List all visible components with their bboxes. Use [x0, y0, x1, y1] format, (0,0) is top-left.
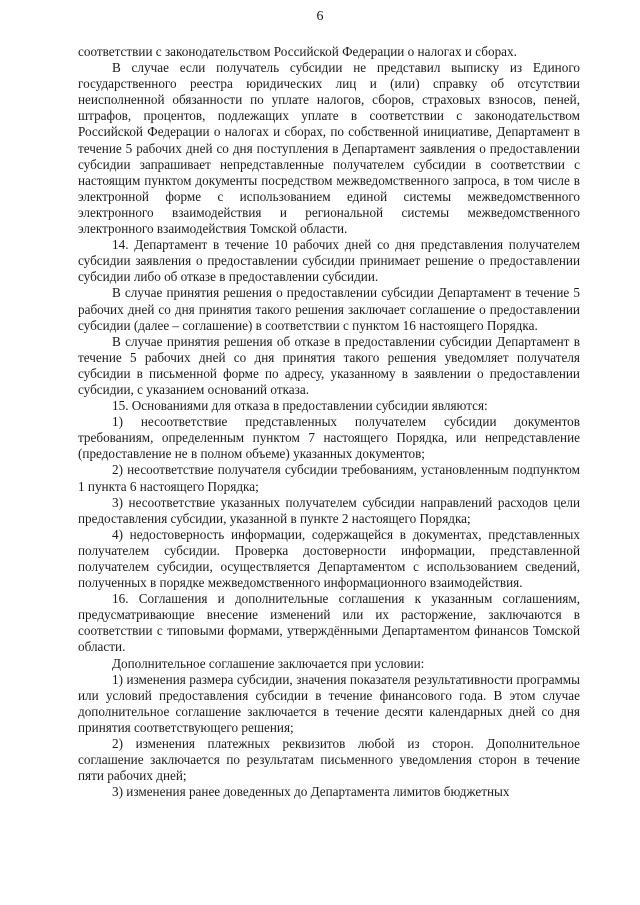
paragraph-interagency-request: В случае если получатель субсидии не представил выписку из Единого государственного реестра юридических лиц и (или) справку об отсутствии неисполненной обязанности по уплате налогов, сборов, страховых взносов, пеней, штрафов, процентов, подлежащих уплате в соответствии с законодательством Российской Федерации о налогах и сборах, по собственной инициативе, Департамент в течение 5 рабочих дней со дня поступления в Департамент заявления о предоставлении субсидии запрашивает непредставленные получателем субсидии в соответствии с настоящим пунктом документы посредством межведомственного запроса, в том числе в электронной форме с использованием единой системы межведомственного электронного взаимодействия и региональной системы межведомственного электронного взаимодействия Томской области.: [78, 60, 580, 237]
paragraph-ground-2: 2) несоответствие получателя субсидии требованиям, установленным подпунктом 1 пункта 6 настоящего Порядка;: [78, 462, 580, 494]
paragraph-item-16: 16. Соглашения и дополнительные соглашения к указанным соглашениям, предусматривающие внесение изменений или их расторжение, заключаются в соответствии с типовыми формами, утверждёнными Департаментом финансов Томской области.: [78, 591, 580, 655]
paragraph-ground-4: 4) недостоверность информации, содержащейся в документах, представленных получателем субсидии. Проверка достоверности информации, представленной получателем субсидии, осуществляется Департаментом с использованием сведений, полученных в порядке межведомственного информационного взаимодействия.: [78, 526, 580, 591]
paragraph-condition-1: 1) изменения размера субсидии, значения показателя результативности программы или условий предоставления субсидии в течение финансового года. В этом случае дополнительное соглашение заключается в течение десяти календарных дней со дня принятия соответствующего решения;: [78, 671, 580, 735]
page-number: 6: [316, 9, 324, 24]
paragraph-refusal-decision: В случае принятия решения об отказе в предоставлении субсидии Департамент в течение 5 рабочих дней со дня принятия такого решения уведомляет получателя субсидии в письменной форме по адресу, указанному в заявлении о предоставлении субсидии, с указанием оснований отказа.: [78, 333, 580, 397]
paragraph-additional-agreement: Дополнительное соглашение заключается при условии:: [112, 655, 425, 671]
paragraph-approval-decision: В случае принятия решения о предоставлении субсидии Департамент в течение 5 рабочих дней со дня принятия такого решения заключает соглашение о предоставлении субсидии (далее – соглашение) в соответствии с пунктом 16 настоящего Порядка.: [78, 285, 580, 333]
paragraph-condition-3: 3) изменения ранее доведенных до Департамента лимитов бюджетных: [112, 784, 510, 800]
paragraph-item-15: 15. Основаниями для отказа в предоставлении субсидии являются:: [112, 398, 488, 414]
paragraph-ground-1: 1) несоответствие представленных получателем субсидии документов требованиям, определенным пунктом 7 настоящего Порядка, или непредставление (предоставление не в полном объеме) указанных документов;: [78, 414, 580, 462]
document-body: [78, 44, 580, 800]
paragraph-continuation: соответствии с законодательством Российской Федерации о налогах и сборах.: [78, 44, 517, 59]
paragraph-ground-3: 3) несоответствие указанных получателем субсидии направлений расходов цели предоставления субсидии, указанной в пункте 2 настоящего Порядка;: [78, 494, 580, 526]
paragraph-item-14: 14. Департамент в течение 10 рабочих дней со дня представления получателем субсидии заявления о предоставлении субсидии принимает решение о предоставлении субсидии либо об отказе в предоставлении субсидии.: [78, 237, 580, 285]
paragraph-condition-2: 2) изменения платежных реквизитов любой из сторон. Дополнительное соглашение заключается по результатам письменного уведомления сторон в течение пяти рабочих дней;: [78, 736, 580, 784]
